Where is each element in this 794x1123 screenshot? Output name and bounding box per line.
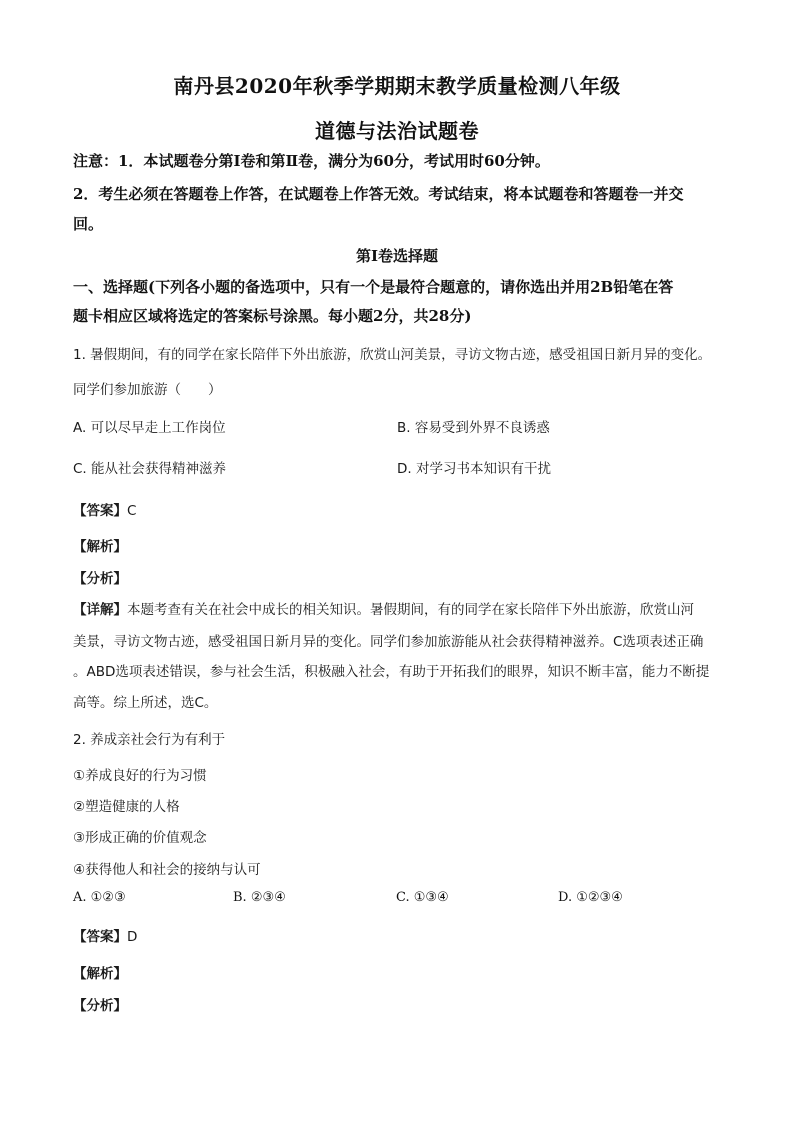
q2-fenxi-tag: 【分析】	[73, 998, 127, 1014]
q1-stem-line-2: 同学们参加旅游（ ）	[73, 382, 222, 398]
q1-analysis-tag: 【解析】	[73, 539, 127, 555]
q1-fenxi-tag: 【分析】	[73, 571, 127, 587]
q2-answer	[73, 925, 137, 945]
q1-stem-line-1: 1. 暑假期间，有的同学在家长陪伴下外出旅游，欣赏山河美景，寻访文物古迹，感受祖国日新月异的变化。	[73, 347, 712, 363]
section-instructions-line-2: 题卡相应区域将选定的答案标号涂黑。每小题2分，共28分)	[73, 307, 472, 325]
section-instructions-line-1: 一、选择题(下列各小题的备选项中，只有一个是最符合题意的，请你选出并用2B铅笔在答	[73, 278, 674, 296]
q1-detail-line-1	[73, 598, 694, 618]
section-title: 第Ⅰ卷选择题	[355, 247, 439, 265]
q1-option-d: D. 对学习书本知识有干扰	[397, 461, 551, 477]
q2-stem: 2. 养成亲社会行为有利于	[73, 732, 226, 748]
q1-option-c: C. 能从社会获得精神滋养	[73, 461, 227, 477]
notice-line-2: 2．考生必须在答题卷上作答，在试题卷上作答无效。考试结束，将本试题卷和答题卷一并交	[73, 185, 684, 203]
q2-answer-tag: 【答案】	[73, 929, 127, 945]
q2-item-4: ④获得他人和社会的接纳与认可	[73, 862, 261, 878]
q2-item-3: ③形成正确的价值观念	[73, 830, 207, 846]
exam-title: 南丹县2020年秋季学期期末教学质量检测八年级	[173, 74, 621, 98]
q2-option-c: C. ①③④	[396, 890, 449, 905]
q1-answer	[73, 499, 136, 519]
q1-detail-line-2: 美景，寻访文物古迹，感受祖国日新月异的变化。同学们参加旅游能从社会获得精神滋养。C选项表述正确	[73, 634, 704, 650]
q2-option-a: A. ①②③	[73, 890, 126, 905]
q1-option-b: B. 容易受到外界不良诱惑	[397, 420, 550, 436]
q2-option-b: B. ②③④	[233, 890, 286, 905]
q2-answer-value: D	[127, 929, 138, 945]
q2-item-1: ①养成良好的行为习惯	[73, 768, 207, 784]
q1-detail-line-3: 。ABD选项表述错误，参与社会生活，积极融入社会，有助于开拓我们的眼界，知识不断丰富，能力不断提	[73, 664, 710, 680]
q2-item-2: ②塑造健康的人格	[73, 799, 180, 815]
notice-line-1: 注意：1．本试题卷分第Ⅰ卷和第Ⅱ卷，满分为60分，考试用时60分钟。	[73, 152, 550, 170]
q2-analysis-tag: 【解析】	[73, 966, 127, 982]
q1-detail-line-4: 高等。综上所述，选C。	[73, 695, 218, 711]
q1-detail-tag: 【详解】	[73, 602, 127, 618]
q1-answer-value: C	[127, 503, 137, 519]
q2-option-d: D. ①②③④	[558, 890, 623, 905]
q1-detail-text-1: 本题考查有关在社会中成长的相关知识。暑假期间，有的同学在家长陪伴下外出旅游，欣赏山河	[127, 602, 694, 618]
notice-line-3: 回。	[73, 215, 104, 233]
exam-subject-title: 道德与法治试题卷	[315, 119, 479, 143]
q1-answer-tag: 【答案】	[73, 503, 127, 519]
q1-option-a: A. 可以尽早走上工作岗位	[73, 420, 226, 436]
